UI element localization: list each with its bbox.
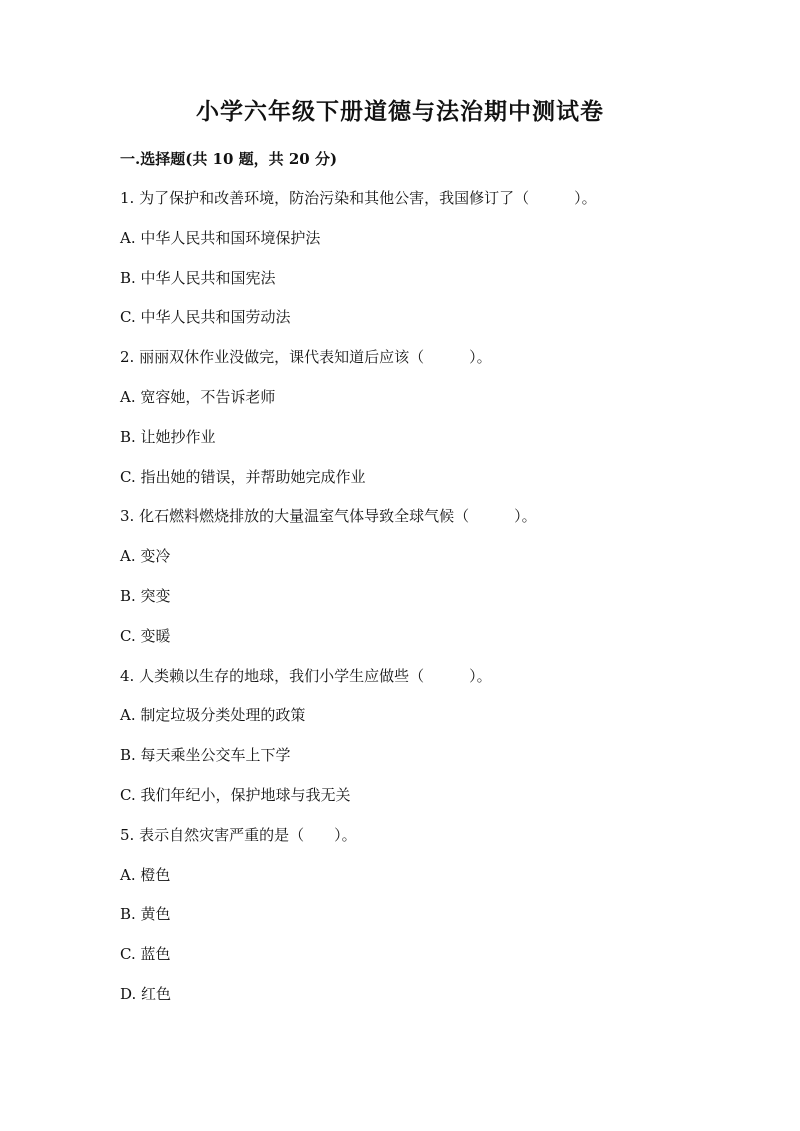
question-option: B. 中华人民共和国宪法: [120, 268, 276, 287]
question-option: C. 变暖: [120, 626, 171, 645]
question-option: B. 突变: [120, 586, 171, 605]
question-stem: 3. 化石燃料燃烧排放的大量温室气体导致全球气候（ ）。: [120, 507, 537, 526]
question-option: A. 宽容她，不告诉老师: [120, 387, 276, 406]
question-option: C. 我们年纪小，保护地球与我无关: [120, 785, 351, 804]
question-option: A. 中华人民共和国环境保护法: [120, 228, 321, 247]
question-stem: 4. 人类赖以生存的地球，我们小学生应做些（ ）。: [120, 666, 492, 685]
question-option: A. 橙色: [120, 865, 171, 884]
question-option: A. 制定垃圾分类处理的政策: [120, 706, 306, 725]
question-stem: 2. 丽丽双休作业没做完，课代表知道后应该（ ）。: [120, 348, 492, 367]
question-option: B. 每天乘坐公交车上下学: [120, 746, 291, 765]
section-heading: 一.选择题(共 10 题，共 20 分): [120, 150, 338, 168]
question-stem: 1. 为了保护和改善环境，防治污染和其他公害，我国修订了（ ）。: [120, 189, 597, 207]
question-option: A. 变冷: [120, 547, 171, 566]
question-option: B. 让她抄作业: [120, 427, 216, 446]
question-option: C. 指出她的错误，并帮助她完成作业: [120, 467, 366, 486]
question-option: C. 蓝色: [120, 945, 171, 964]
page-title: 小学六年级下册道德与法治期中测试卷: [196, 98, 604, 125]
question-option: D. 红色: [120, 984, 172, 1003]
question-option: B. 黄色: [120, 905, 171, 924]
question-option: C. 中华人民共和国劳动法: [120, 308, 291, 327]
question-list: [120, 187, 720, 1023]
question-stem: 5. 表示自然灾害严重的是（ ）。: [120, 825, 357, 844]
